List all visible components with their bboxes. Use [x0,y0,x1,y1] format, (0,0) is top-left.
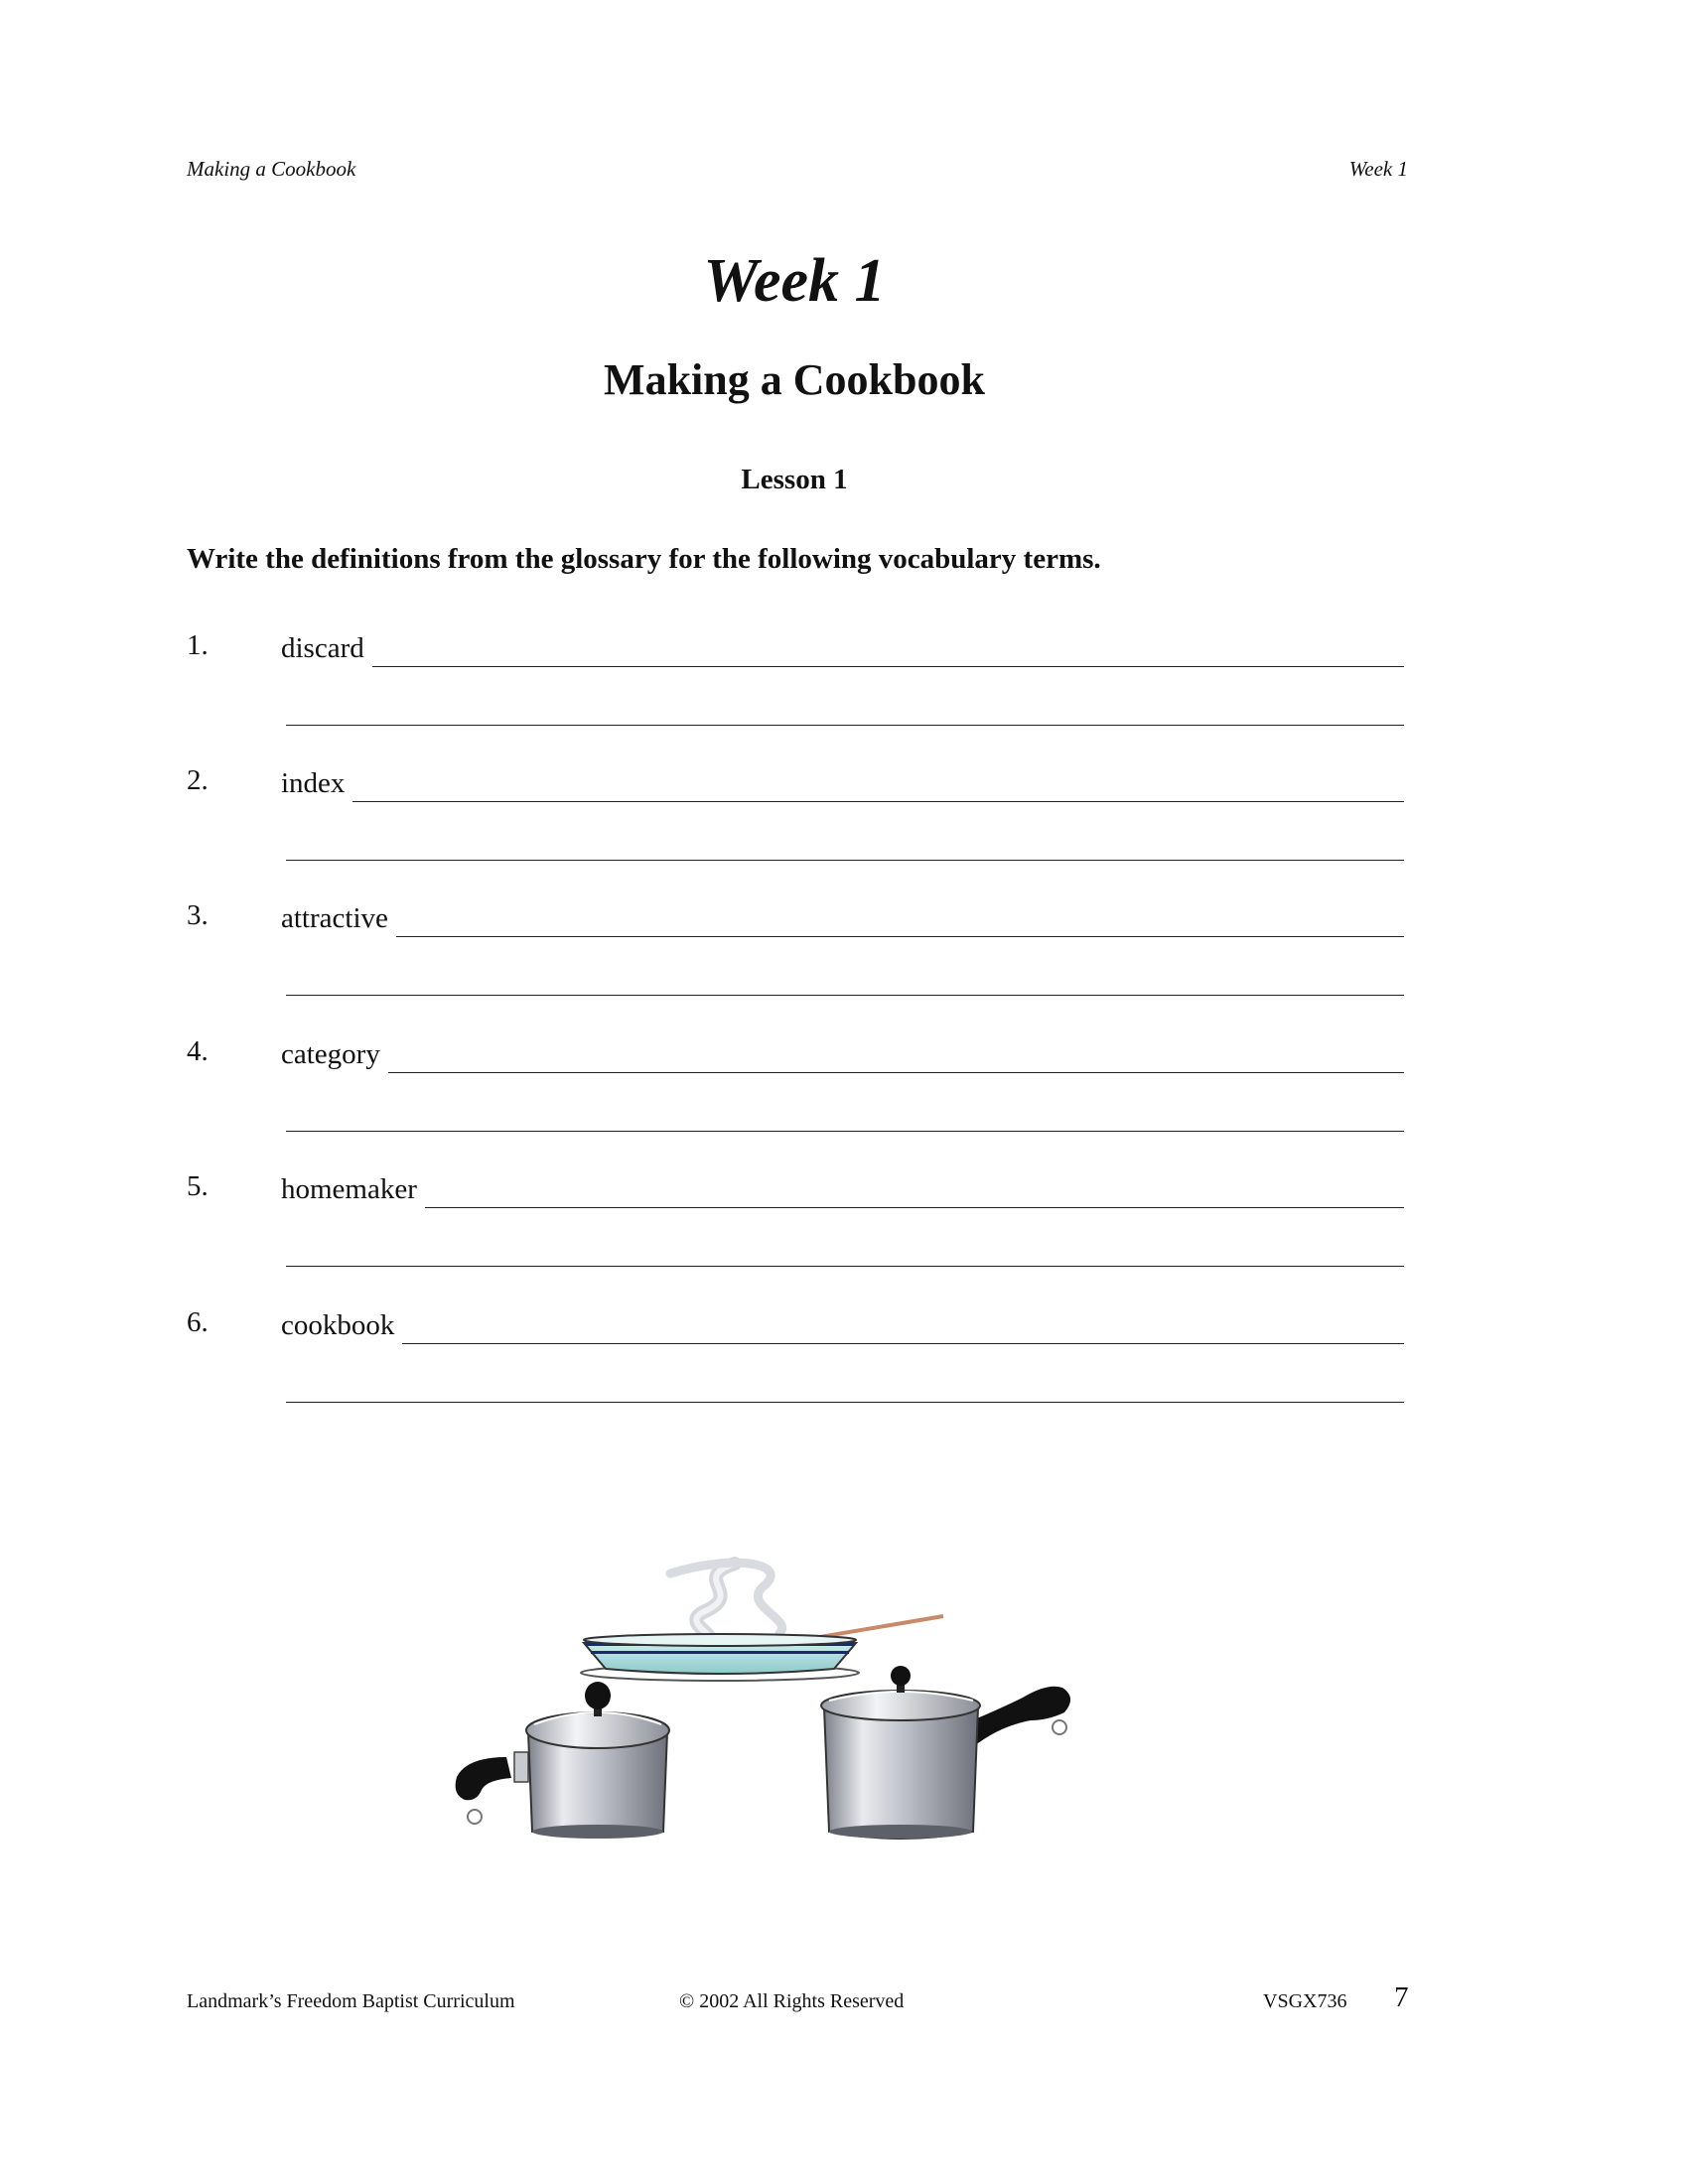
answer-line[interactable] [425,1175,1404,1208]
answer-line[interactable] [396,904,1404,937]
vocab-term: cookbook [281,1309,395,1341]
vocab-term: homemaker [281,1173,417,1205]
vocab-item [187,1170,1404,1230]
item-number: 3. [187,899,209,931]
item-number: 1. [187,629,209,661]
vocab-item [187,764,1404,824]
vocab-item [187,1306,1404,1366]
item-number: 5. [187,1170,209,1202]
vocab-item [187,1035,1404,1095]
vocab-item [187,629,1404,689]
vocab-item [187,899,1404,959]
footer-code: VSGX736 [1263,1990,1347,2012]
answer-line[interactable] [286,1402,1404,1403]
instructions: Write the definitions from the glossary for the following vocabulary terms. [187,543,1101,575]
page-subtitle: Making a Cookbook [604,355,985,404]
footer-publisher: Landmark’s Freedom Baptist Curriculum [187,1990,515,2012]
footer-copyright: © 2002 All Rights Reserved [679,1990,905,2012]
page-number: 7 [1394,1981,1409,2013]
vocab-term: discard [281,632,364,664]
answer-line[interactable] [286,725,1404,726]
page-title: Week 1 [703,247,886,315]
answer-line[interactable] [388,1040,1404,1073]
steaming-bowl-icon [581,1563,943,1681]
vocab-term: attractive [281,902,388,934]
vocab-term: category [281,1038,380,1070]
item-number: 4. [187,1035,209,1067]
vocab-term: index [281,767,346,799]
answer-line[interactable] [286,995,1404,996]
answer-line[interactable] [286,1266,1404,1267]
lesson-label: Lesson 1 [741,464,848,495]
item-number: 2. [187,764,209,796]
answer-line[interactable] [352,769,1404,802]
item-number: 6. [187,1306,209,1338]
running-head-left: Making a Cookbook [187,157,356,181]
answer-line[interactable] [402,1311,1404,1344]
answer-line[interactable] [286,1131,1404,1132]
saucepan-icon [456,1682,669,1839]
saucepan-icon [821,1666,1070,1839]
cookware-illustration [437,1534,1182,1891]
running-head-right: Week 1 [1348,157,1408,181]
answer-line[interactable] [372,634,1404,667]
answer-line[interactable] [286,860,1404,861]
